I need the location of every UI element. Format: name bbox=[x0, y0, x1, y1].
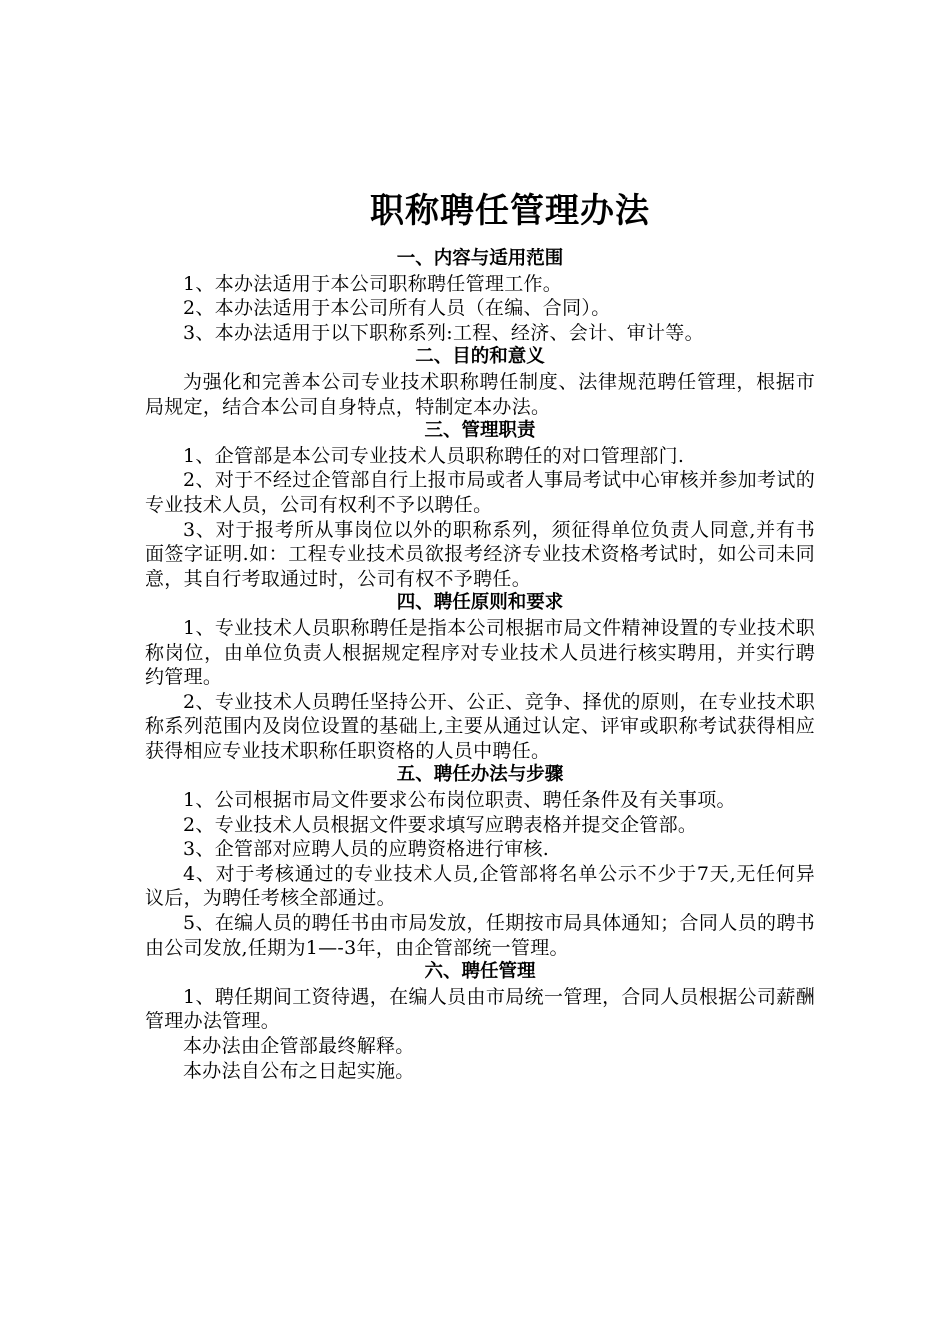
section-heading: 五、聘任办法与步骤 bbox=[396, 764, 564, 786]
paragraph: 本办法自公布之日起实施。 bbox=[183, 1059, 415, 1082]
paragraph: 1、专业技术人员职称聘任是指本公司根据市局文件精神设置的专业技术职称岗位，由单位负责人根据规定程序对专业技术人员进行核实聘用，并实行聘约管理。 bbox=[145, 616, 815, 689]
section-heading: 二、目的和意义 bbox=[415, 346, 545, 368]
paragraph: 为强化和完善本公司专业技术职称聘任制度、法律规范聘任管理，根据市局规定，结合本公司自身特点，特制定本办法。 bbox=[145, 370, 815, 418]
paragraph: 5、在编人员的聘任书由市局发放，任期按市局具体通知；合同人员的聘书由公司发放,任期为1—-3年，由企管部统一管理。 bbox=[145, 912, 815, 959]
section-procedures bbox=[145, 763, 815, 960]
section-heading: 三、管理职责 bbox=[424, 420, 536, 442]
paragraph: 1、聘任期间工资待遇，在编人员由市局统一管理，合同人员根据公司薪酬管理办法管理。 bbox=[145, 985, 815, 1033]
paragraph: 3、企管部对应聘人员的应聘资格进行审核. bbox=[183, 838, 550, 861]
paragraph: 2、本办法适用于本公司所有人员（在编、合同）。 bbox=[183, 297, 611, 320]
document-title: 职称聘任管理办法 bbox=[370, 190, 650, 231]
section-heading: 一、内容与适用范围 bbox=[396, 248, 564, 269]
paragraph: 3、本办法适用于以下职称系列:工程、经济、会计、审计等。 bbox=[183, 321, 704, 344]
paragraph: 本办法由企管部最终解释。 bbox=[183, 1035, 415, 1057]
document-body bbox=[145, 247, 815, 1083]
paragraph: 1、本办法适用于本公司职称聘任管理工作。 bbox=[183, 272, 563, 295]
paragraph: 3、对于报考所从事岗位以外的职称系列，须征得单位负责人同意,并有书面签字证明.如：工程专业技术员欲报考经济专业技术资格考试时，如公司未同意，其自行考取通过时，公司有权不予聘任。 bbox=[145, 518, 815, 590]
section-scope bbox=[145, 247, 815, 345]
paragraph: 4、对于考核通过的专业技术人员,企管部将名单公示不少于7天,无任何异议后，为聘任考核全部通过。 bbox=[145, 862, 815, 910]
paragraph: 1、企管部是本公司专业技术人员职称聘任的对口管理部门. bbox=[183, 444, 685, 467]
paragraph: 2、专业技术人员聘任坚持公开、公正、竞争、择优的原则，在专业技术职称系列范围内及岗位设置的基础上,主要从通过认定、评审或职称考试获得相应获得相应专业技术职称任职资格的人员中聘任。 bbox=[145, 690, 815, 762]
paragraph: 1、公司根据市局文件要求公布岗位职责、聘任条件及有关事项。 bbox=[183, 789, 736, 812]
section-principles bbox=[145, 591, 815, 763]
section-heading: 六、聘任管理 bbox=[424, 961, 536, 983]
paragraph: 2、专业技术人员根据文件要求填写应聘表格并提交企管部。 bbox=[183, 813, 698, 836]
section-management bbox=[145, 960, 815, 1083]
section-responsibilities bbox=[145, 419, 815, 591]
section-purpose bbox=[145, 345, 815, 419]
section-heading: 四、聘任原则和要求 bbox=[396, 592, 564, 614]
paragraph: 2、对于不经过企管部自行上报市局或者人事局考试中心审核并参加考试的专业技术人员，公司有权利不予以聘任。 bbox=[145, 469, 815, 516]
